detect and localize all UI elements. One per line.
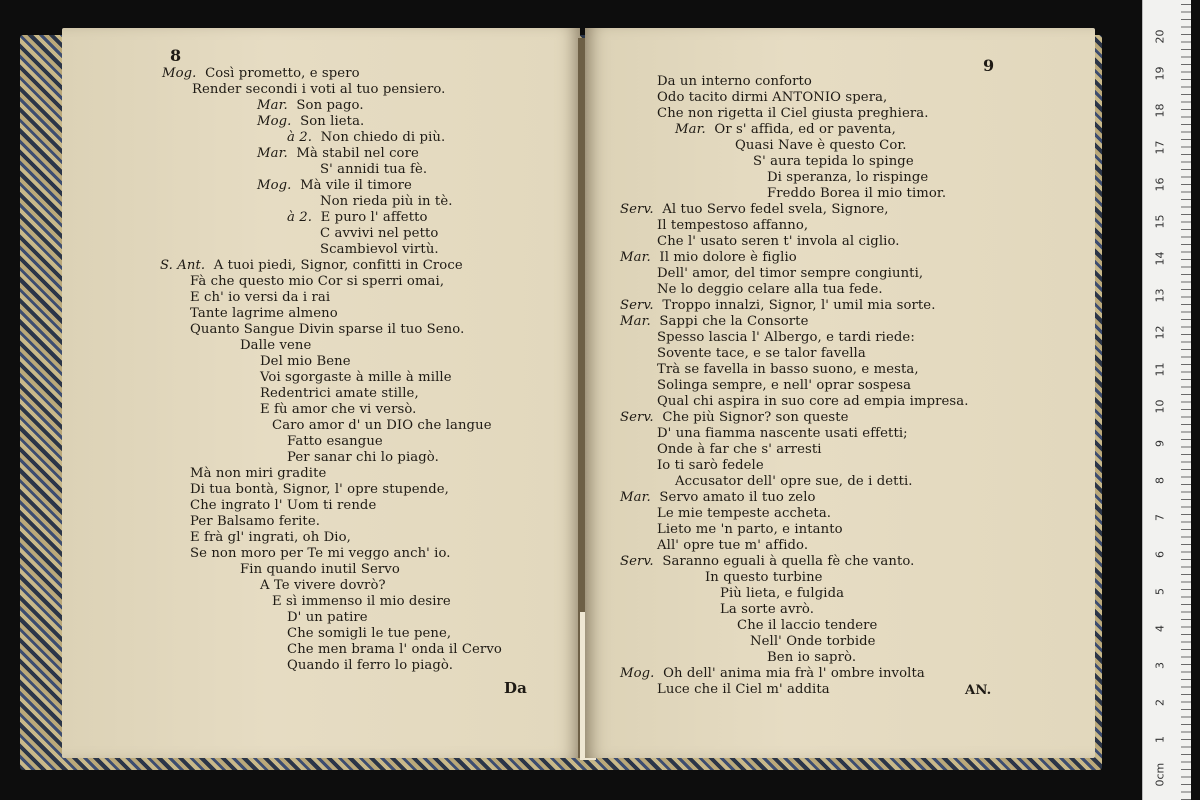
text-line xyxy=(190,306,338,322)
speaker-label: à 2. xyxy=(287,210,313,225)
verse-text: Caro amor d' un DIO che langue xyxy=(272,418,492,433)
verse-text: Odo tacito dirmi ANTONIO spera, xyxy=(657,90,888,105)
text-line xyxy=(190,290,330,306)
verse-text: Così prometto, e spero xyxy=(205,66,360,81)
text-line xyxy=(705,570,823,586)
verse-text: D' una fiamma nascente usati effetti; xyxy=(657,426,908,441)
text-line xyxy=(737,618,877,634)
verse-text: A tuoi piedi, Signor, confitti in Croce xyxy=(213,258,463,273)
verse-text: Or s' affida, ed or paventa, xyxy=(714,122,896,137)
text-line xyxy=(620,250,797,266)
verse-text: Dell' amor, del timor sempre congiunti, xyxy=(657,266,924,281)
text-line xyxy=(162,66,360,82)
speaker-label: S. Ant. xyxy=(160,258,206,273)
text-line xyxy=(287,642,502,658)
speaker-label: Mog. xyxy=(620,666,655,681)
verse-text: Quasi Nave è questo Cor. xyxy=(735,138,907,153)
verse-text: Troppo innalzi, Signor, l' umil mia sorte. xyxy=(662,298,936,313)
text-line xyxy=(287,610,368,626)
verse-text: E ch' io versi da i rai xyxy=(190,290,331,305)
text-line xyxy=(320,194,453,210)
ruler-label: 4 xyxy=(1153,625,1167,632)
text-line xyxy=(190,482,449,498)
verse-text: Dalle vene xyxy=(240,338,312,353)
verse-text: Di speranza, lo rispinge xyxy=(767,170,929,185)
text-line xyxy=(657,682,830,698)
verse-text: Trà se favella in basso suono, e mesta, xyxy=(657,362,919,377)
verse-text: Quanto Sangue Divin sparse il tuo Seno. xyxy=(190,322,465,337)
verse-text: Luce che il Ciel m' addita xyxy=(657,682,830,697)
text-line xyxy=(620,314,808,330)
text-line xyxy=(675,474,913,490)
text-line xyxy=(675,122,896,138)
verse-text: Il mio dolore è figlio xyxy=(659,250,797,265)
text-line xyxy=(657,426,908,442)
verse-text: Se non moro per Te mi veggo anch' io. xyxy=(190,546,451,561)
verse-text: Per sanar chi lo piagò. xyxy=(287,450,439,465)
verse-text: Render secondi i voti al tuo pensiero. xyxy=(192,82,446,97)
speaker-label: à 2. xyxy=(287,130,313,145)
speaker-label: Mar. xyxy=(620,314,651,329)
text-line xyxy=(272,418,492,434)
verse-text: Servo amato il tuo zelo xyxy=(659,490,816,505)
text-line xyxy=(620,202,889,218)
text-line xyxy=(190,530,351,546)
speaker-label: Mog. xyxy=(257,178,292,193)
ruler-label: 3 xyxy=(1153,662,1167,669)
text-line xyxy=(240,562,400,578)
ruler-label: 1 xyxy=(1153,736,1167,743)
text-line xyxy=(190,466,326,482)
ruler-label: 17 xyxy=(1153,140,1167,155)
text-line xyxy=(657,442,822,458)
catchword: AN. xyxy=(965,683,992,698)
text-line xyxy=(190,498,376,514)
verse-text: Io ti sarò fedele xyxy=(657,458,764,473)
text-line xyxy=(657,74,812,90)
verse-text: Quando il ferro lo piagò. xyxy=(287,658,453,673)
verse-text: Che somigli le tue pene, xyxy=(287,626,452,641)
verse-text: All' opre tue m' affido. xyxy=(657,538,809,553)
text-line xyxy=(657,522,843,538)
text-line xyxy=(657,394,969,410)
text-line xyxy=(620,298,936,314)
verse-text: Al tuo Servo fedel svela, Signore, xyxy=(662,202,889,217)
verse-text: Son lieta. xyxy=(300,114,365,129)
speaker-label: Mar. xyxy=(620,250,651,265)
text-line xyxy=(620,554,914,570)
speaker-label: Serv. xyxy=(620,410,654,425)
text-line xyxy=(257,114,364,130)
text-line xyxy=(720,602,814,618)
verse-text: Più lieta, e fulgida xyxy=(720,586,845,601)
verse-text: Da un interno conforto xyxy=(657,74,812,89)
page-number: 8 xyxy=(170,46,182,65)
verse-text: Che ingrato l' Uom ti rende xyxy=(190,498,377,513)
text-line xyxy=(240,338,311,354)
ruler-label: 15 xyxy=(1153,214,1167,229)
text-line xyxy=(190,546,451,562)
ruler-label: 20 xyxy=(1153,29,1167,44)
verse-text: C avvivi nel petto xyxy=(320,226,439,241)
text-line xyxy=(160,258,463,274)
speaker-label: Mar. xyxy=(620,490,651,505)
ruler-label: 11 xyxy=(1153,362,1167,377)
text-line xyxy=(272,594,451,610)
text-line xyxy=(657,106,929,122)
verse-text: Onde à far che s' arresti xyxy=(657,442,822,457)
speaker-label: Mar. xyxy=(257,146,288,161)
verse-text: Ne lo deggio celare alla tua fede. xyxy=(657,282,883,297)
ruler-label: 8 xyxy=(1153,477,1167,484)
verse-text: Nell' Onde torbide xyxy=(750,634,876,649)
text-line xyxy=(657,362,919,378)
text-line xyxy=(287,626,451,642)
text-line xyxy=(190,322,464,338)
speaker-label: Mar. xyxy=(675,122,706,137)
verse-text: Spesso lascia l' Albergo, e tardi riede: xyxy=(657,330,915,345)
verse-text: Che non rigetta il Ciel giusta preghiera. xyxy=(657,106,929,121)
verse-text: Qual chi aspira in suo core ad empia impresa. xyxy=(657,394,969,409)
verse-text: Per Balsamo ferite. xyxy=(190,514,321,529)
verse-text: In questo turbine xyxy=(705,570,823,585)
verse-text: Accusator dell' opre sue, de i detti. xyxy=(675,474,913,489)
ruler-label: 2 xyxy=(1153,699,1167,706)
text-line xyxy=(287,130,445,146)
text-line xyxy=(190,274,444,290)
ruler-label: 19 xyxy=(1153,66,1167,81)
text-line xyxy=(190,514,320,530)
verse-text: Che più Signor? son queste xyxy=(662,410,849,425)
verse-text: A Te vivere dovrò? xyxy=(260,578,386,593)
text-line xyxy=(257,146,419,162)
verse-text: Non chiedo di più. xyxy=(320,130,446,145)
left-page xyxy=(62,28,580,758)
text-line xyxy=(735,138,907,154)
verse-text: Solinga sempre, e nell' oprar sospesa xyxy=(657,378,912,393)
text-line xyxy=(320,242,439,258)
verse-text: Oh dell' anima mia frà l' ombre involta xyxy=(663,666,925,681)
text-line xyxy=(257,98,364,114)
verse-text: E puro l' affetto xyxy=(320,210,428,225)
text-line xyxy=(657,234,900,250)
text-line xyxy=(287,450,439,466)
text-line xyxy=(287,434,383,450)
verse-text: Tante lagrime almeno xyxy=(190,306,338,321)
text-line xyxy=(657,218,808,234)
text-line xyxy=(620,490,816,506)
text-line xyxy=(320,162,427,178)
verse-text: D' un patire xyxy=(287,610,368,625)
verse-text: Freddo Borea il mio timor. xyxy=(767,186,947,201)
verse-text: Mà vile il timore xyxy=(300,178,412,193)
verse-text: Mà non miri gradite xyxy=(190,466,327,481)
verse-text: Di tua bontà, Signor, l' opre stupende, xyxy=(190,482,449,497)
text-line xyxy=(657,346,866,362)
verse-text: Sovente tace, e se talor favella xyxy=(657,346,866,361)
verse-text: Fà che questo mio Cor si sperri omai, xyxy=(190,274,445,289)
speaker-label: Mog. xyxy=(257,114,292,129)
text-line xyxy=(767,650,856,666)
speaker-label: Serv. xyxy=(620,554,654,569)
speaker-label: Mar. xyxy=(257,98,288,113)
text-line xyxy=(753,154,914,170)
verse-text: Fatto esangue xyxy=(287,434,383,449)
right-page xyxy=(585,28,1095,758)
catchword: Da xyxy=(504,679,527,697)
text-line xyxy=(620,410,849,426)
ruler-label: 18 xyxy=(1153,103,1167,118)
text-line xyxy=(657,90,887,106)
speaker-label: Serv. xyxy=(620,298,654,313)
verse-text: Del mio Bene xyxy=(260,354,351,369)
verse-text: Non rieda più in tè. xyxy=(320,194,453,209)
verse-text: Mà stabil nel core xyxy=(296,146,419,161)
verse-text: Lieto me 'n parto, e intanto xyxy=(657,522,843,537)
verse-text: La sorte avrò. xyxy=(720,602,815,617)
verse-text: Che men brama l' onda il Cervo xyxy=(287,642,502,657)
verse-text: Son pago. xyxy=(296,98,364,113)
speaker-label: Serv. xyxy=(620,202,654,217)
text-line xyxy=(750,634,876,650)
verse-text: Voi sgorgaste à mille à mille xyxy=(260,370,452,385)
text-line xyxy=(192,82,445,98)
text-line xyxy=(260,578,386,594)
verse-text: Ben io saprò. xyxy=(767,650,857,665)
text-line xyxy=(657,458,764,474)
text-line xyxy=(287,210,428,226)
verse-text: Che l' usato seren t' invola al ciglio. xyxy=(657,234,900,249)
verse-text: E frà gl' ingrati, oh Dio, xyxy=(190,530,351,545)
text-line xyxy=(287,658,453,674)
ruler-label: 16 xyxy=(1153,177,1167,192)
ruler-label: 12 xyxy=(1153,325,1167,340)
text-line xyxy=(720,586,844,602)
text-line xyxy=(320,226,438,242)
verse-text: Che il laccio tendere xyxy=(737,618,878,633)
verse-text: Fin quando inutil Servo xyxy=(240,562,400,577)
ruler-label: 10 xyxy=(1153,399,1167,414)
verse-text: Sappi che la Consorte xyxy=(659,314,809,329)
speaker-label: Mog. xyxy=(162,66,197,81)
text-line xyxy=(260,354,351,370)
ruler-label: 5 xyxy=(1153,588,1167,595)
text-line xyxy=(657,506,831,522)
measurement-ruler xyxy=(1142,0,1191,800)
text-line xyxy=(257,178,412,194)
text-line xyxy=(260,402,416,418)
text-line xyxy=(260,386,419,402)
verse-text: Redentrici amate stille, xyxy=(260,386,419,401)
page-number: 9 xyxy=(983,56,995,75)
text-line xyxy=(260,370,452,386)
verse-text: Saranno eguali à quella fè che vanto. xyxy=(662,554,915,569)
ruler-label: 13 xyxy=(1153,288,1167,303)
ruler-label: 14 xyxy=(1153,251,1167,266)
verse-text: E sì immenso il mio desire xyxy=(272,594,451,609)
verse-text: Il tempestoso affanno, xyxy=(657,218,809,233)
text-line xyxy=(657,266,923,282)
text-line xyxy=(620,666,925,682)
verse-text: Scambievol virtù. xyxy=(320,242,439,257)
verse-text: S' annidi tua fè. xyxy=(320,162,428,177)
verse-text: E fù amor che vi versò. xyxy=(260,402,417,417)
verse-text: S' aura tepida lo spinge xyxy=(753,154,914,169)
ruler-label: 7 xyxy=(1153,514,1167,521)
ruler-label: 6 xyxy=(1153,551,1167,558)
text-line xyxy=(657,330,915,346)
text-line xyxy=(767,170,928,186)
text-line xyxy=(767,186,946,202)
ruler-label: 9 xyxy=(1153,440,1167,447)
text-line xyxy=(657,538,808,554)
text-line xyxy=(657,378,911,394)
verse-text: Le mie tempeste accheta. xyxy=(657,506,832,521)
text-line xyxy=(657,282,883,298)
ruler-label: 0cm xyxy=(1153,762,1167,787)
